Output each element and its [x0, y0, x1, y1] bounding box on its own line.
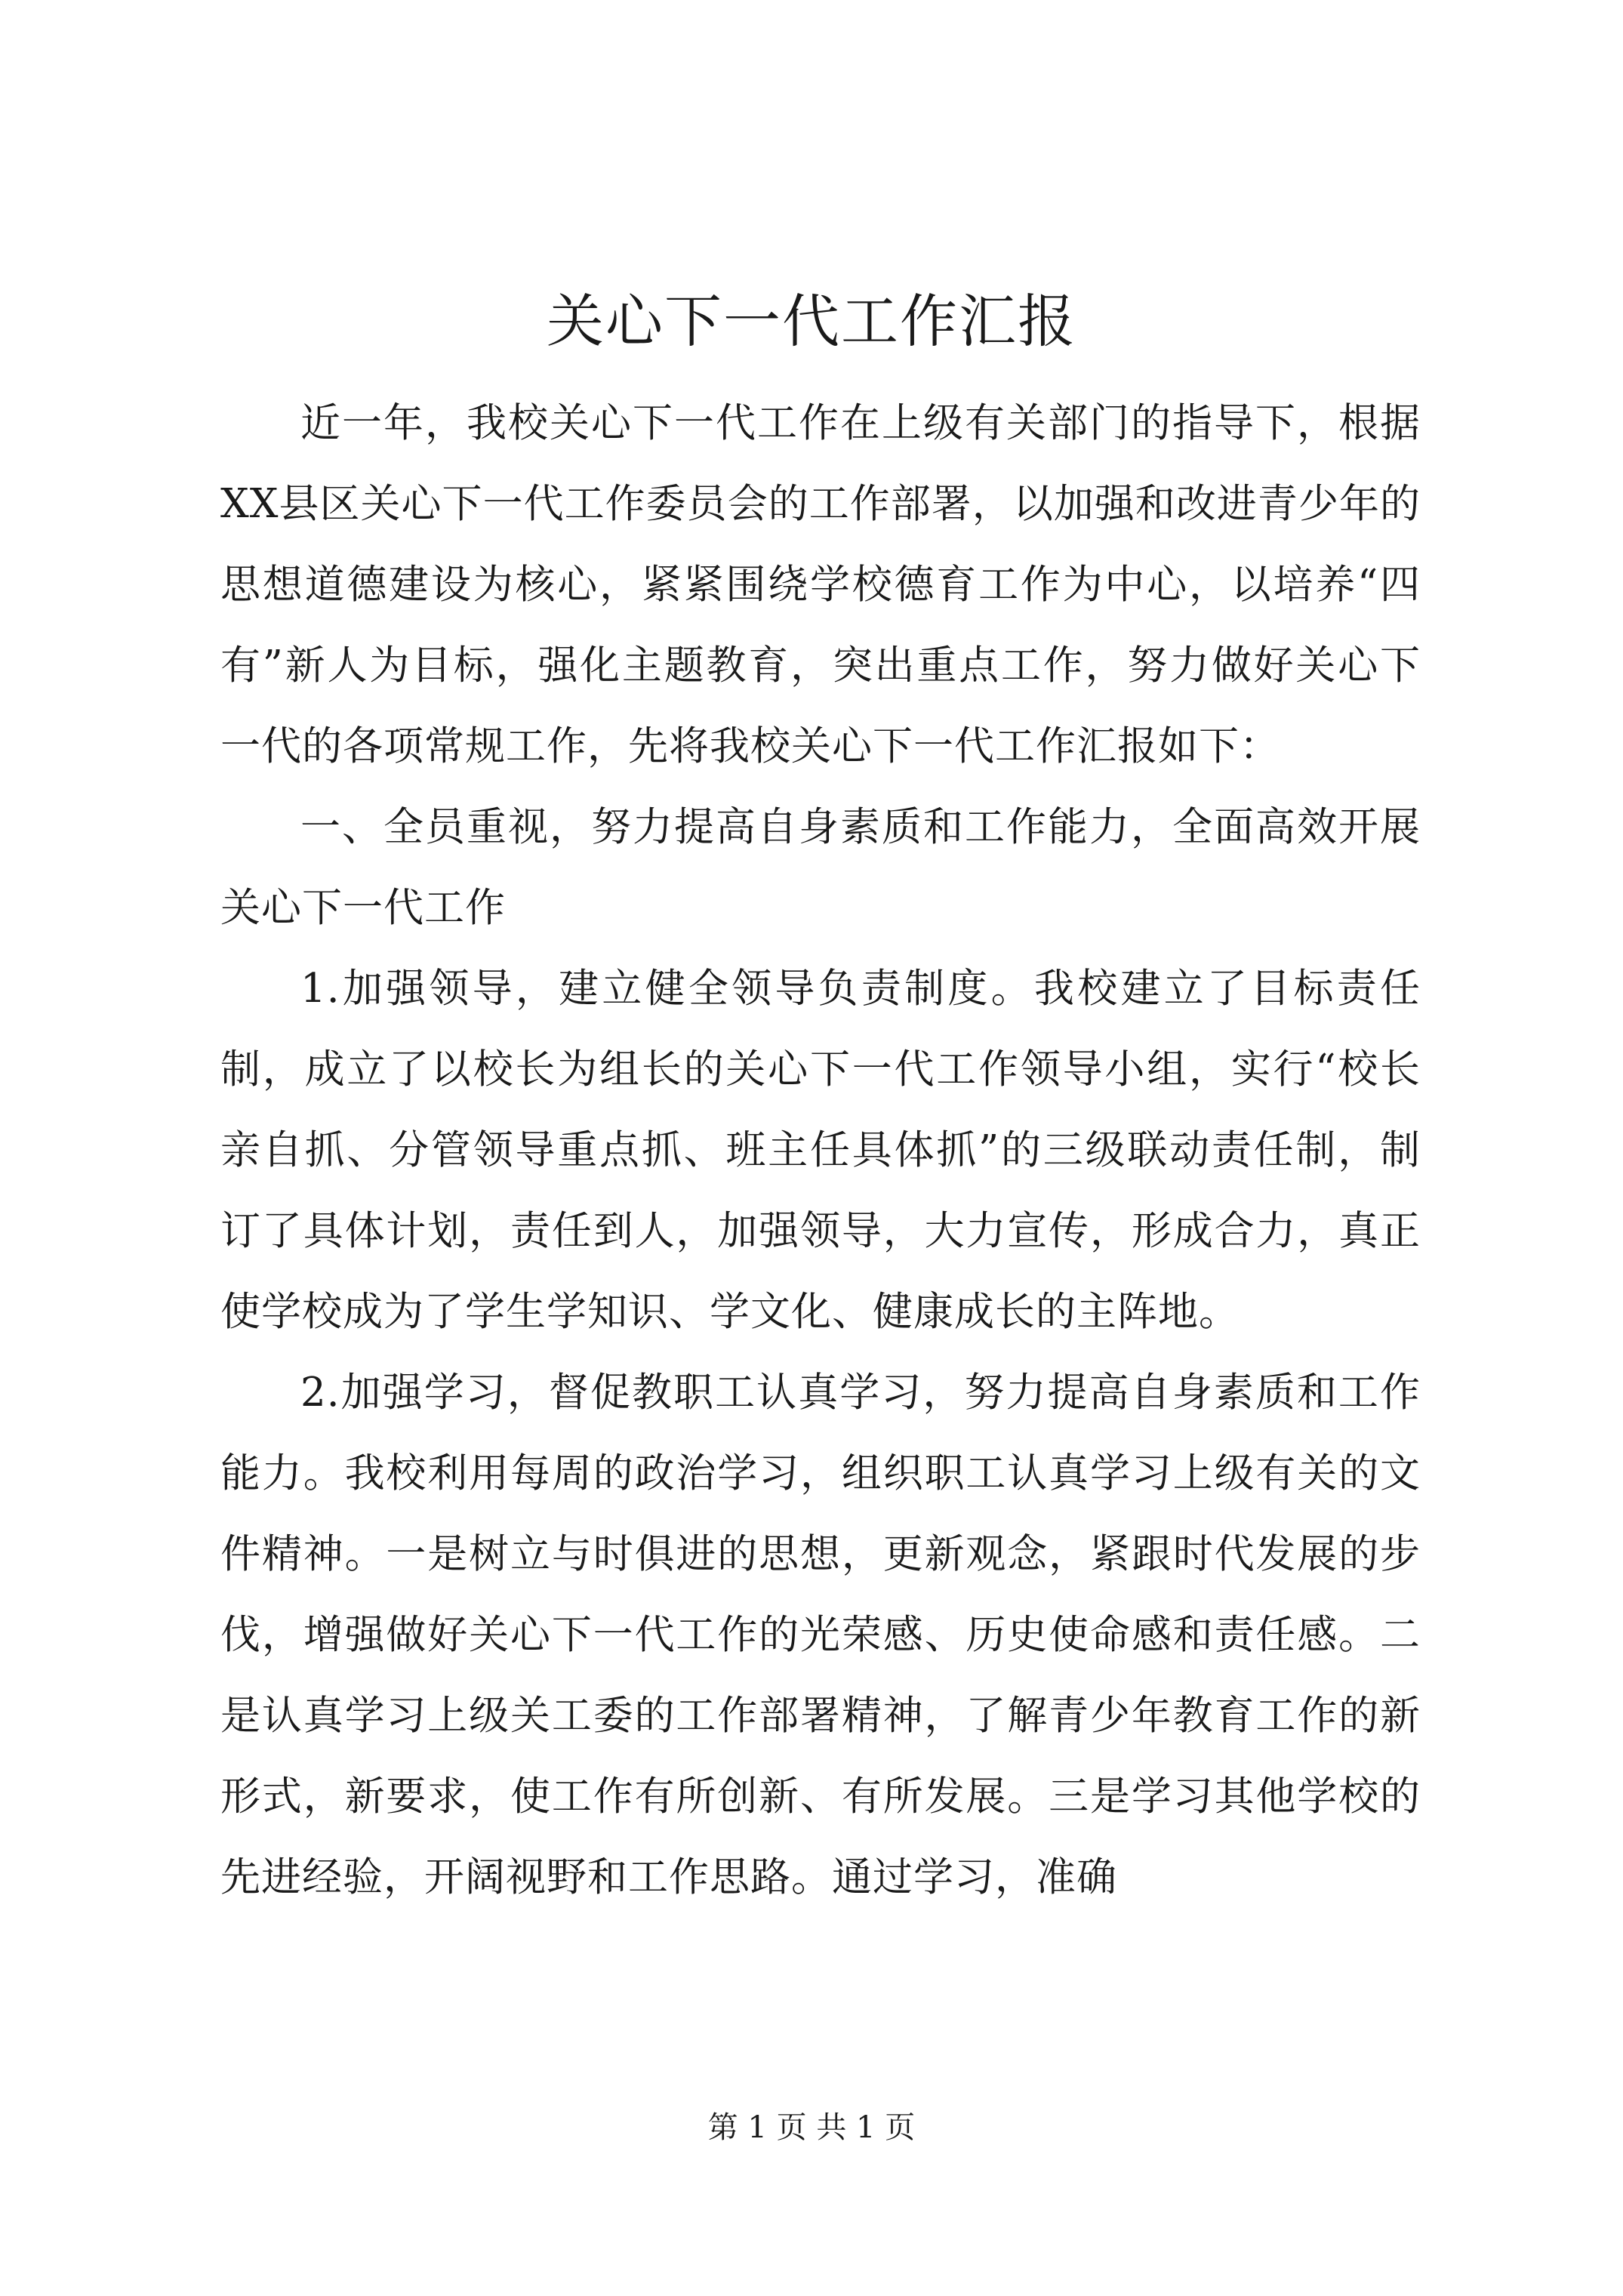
paragraph-intro: 近一年，我校关心下一代工作在上级有关部门的指导下，根据XX县区关心下一代工作委员会的工作部署，以加强和改进青少年的思想道德建设为核心，紧紧围绕学校德育工作为中心，以培养“四有”新人为目标，强化主题教育，突出重点工作，努力做好关心下一代的各项常规工作，先将我校关心下一代工作汇报如下： — [220, 400, 1421, 769]
paragraph-item-2: 2.加强学习，督促教职工认真学习，努力提高自身素质和工作能力。我校利用每周的政治学习，组织职工认真学习上级有关的文件精神。一是树立与时俱进的思想，更新观念，紧跟时代发展的步伐，增强做好关心下一代工作的光荣感、历史使命感和责任感。二是认真学习上级关工委的工作部署精神，了解青少年教育工作的新形式，新要求，使工作有所创新、有所发展。三是学习其他学校的先进经验，开阔视野和工作思路。通过学习，准确 — [220, 1370, 1421, 1900]
document-body — [220, 383, 1421, 1918]
page-footer: 第 1 页 共 1 页 — [707, 2110, 916, 2145]
document-title: 关心下一代工作汇报 — [547, 288, 1076, 355]
paragraph-item-1: 1.加强领导，建立健全领导负责制度。我校建立了目标责任制，成立了以校长为组长的关心下一代工作领导小组，实行“校长亲自抓、分管领导重点抓、班主任具体抓”的三级联动责任制，制订了具体计划，责任到人，加强领导，大力宣传，形成合力，真正使学校成为了学生学知识、学文化、健康成长的主阵地。 — [220, 966, 1421, 1335]
paragraph-section-heading-1: 一、全员重视，努力提高自身素质和工作能力，全面高效开展关心下一代工作 — [220, 804, 1421, 931]
